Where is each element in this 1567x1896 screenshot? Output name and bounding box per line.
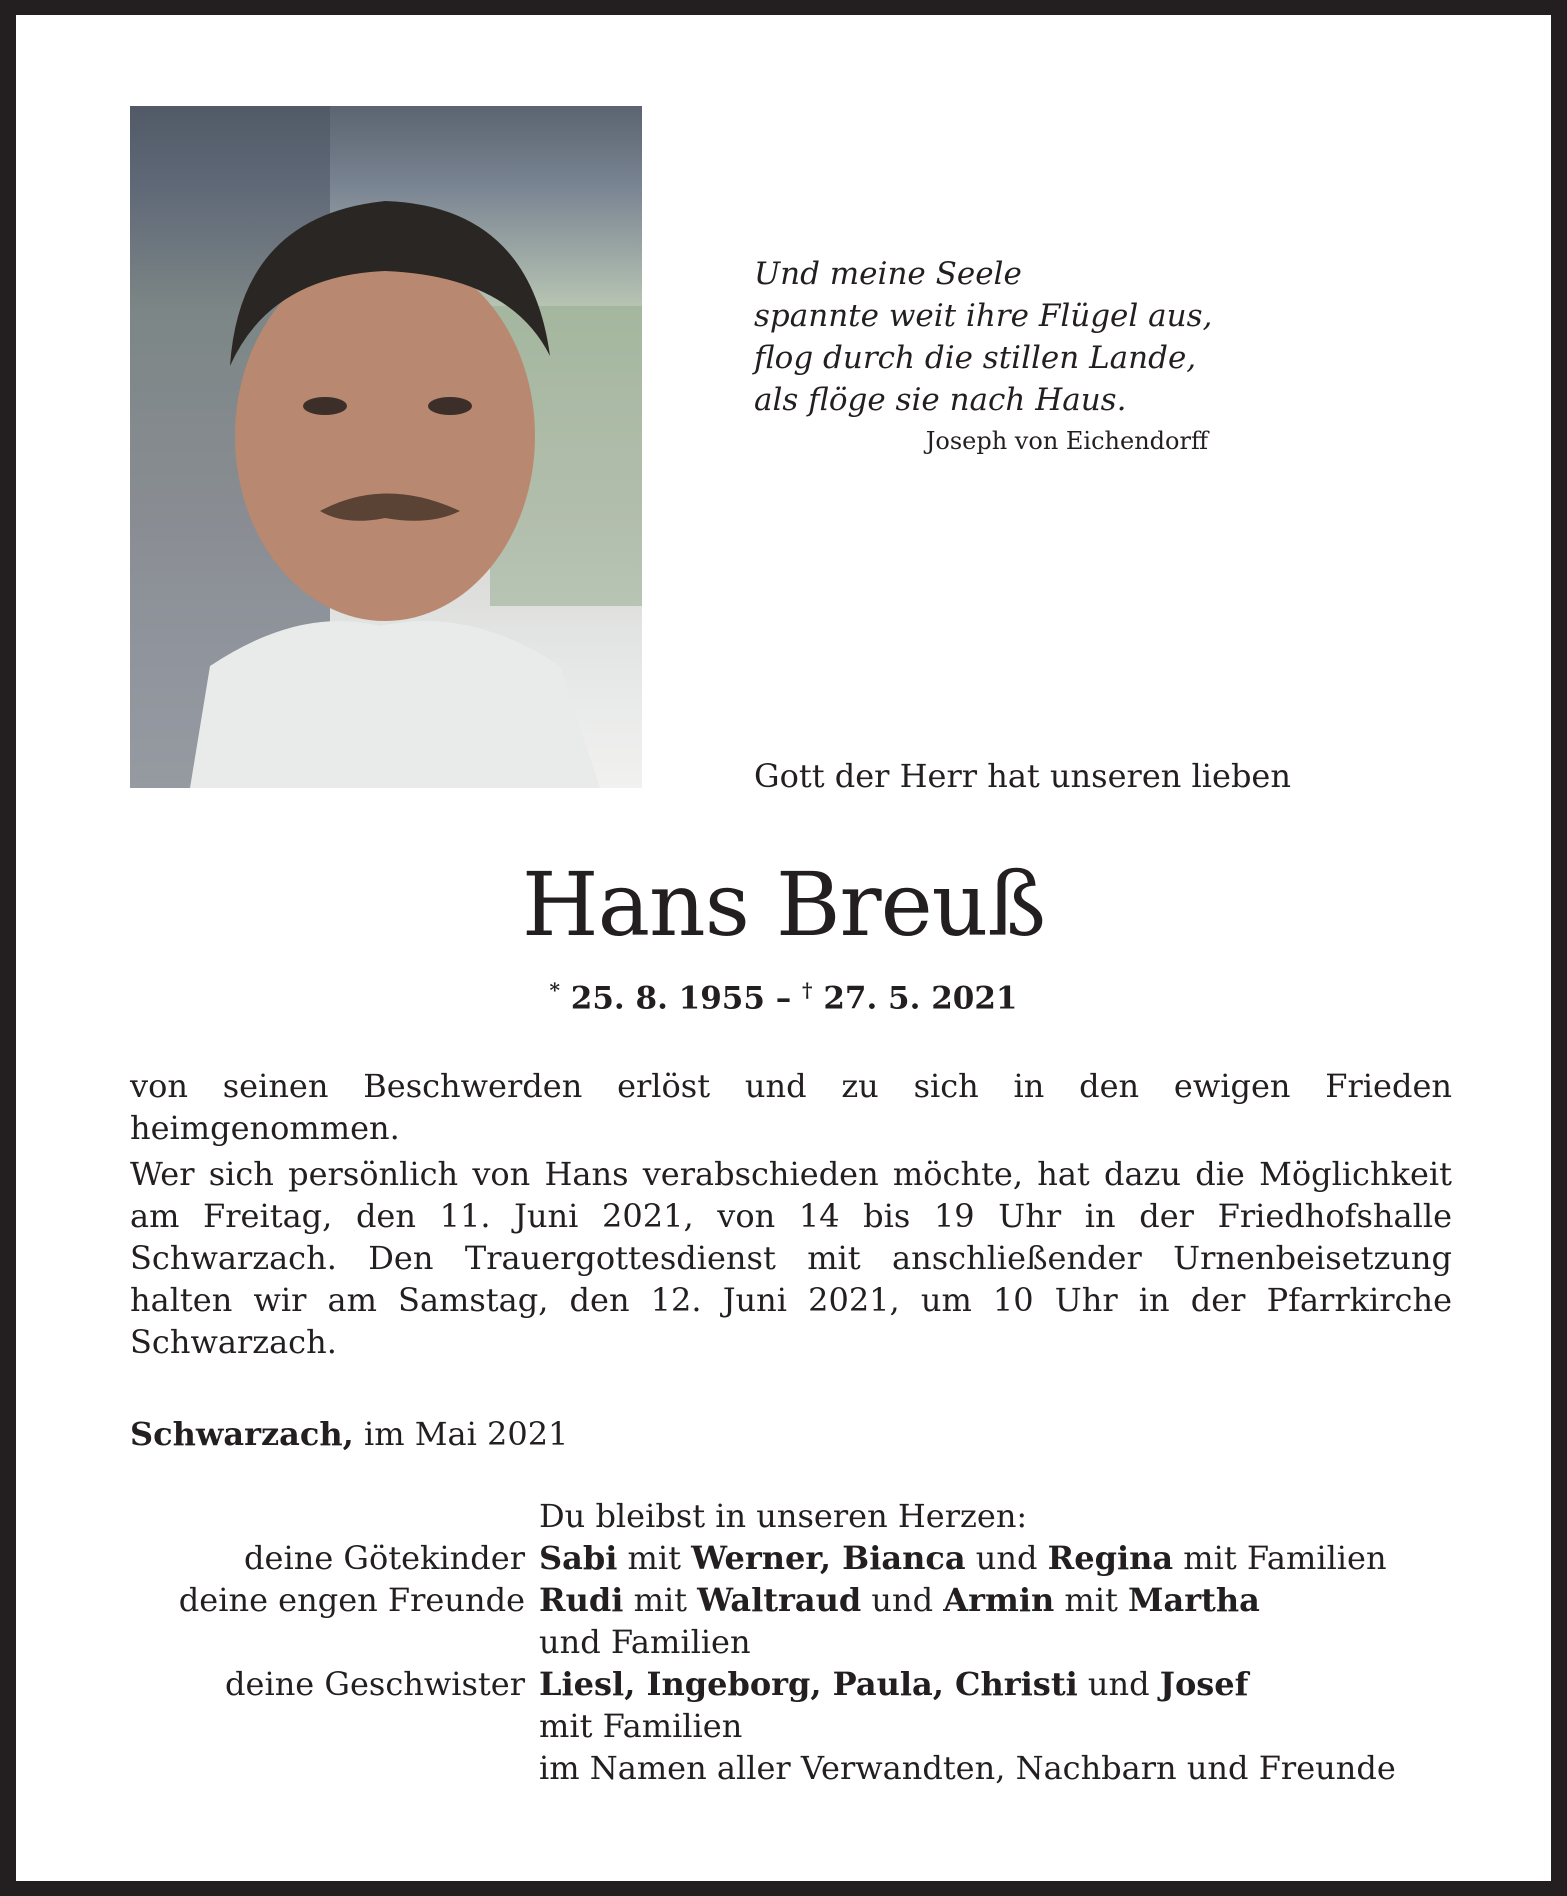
relation-label: deine Geschwister bbox=[225, 1665, 525, 1703]
announcement-body bbox=[130, 1065, 1452, 1367]
death-date: 27. 5. 2021 bbox=[823, 980, 1018, 1017]
connector: und bbox=[1087, 1665, 1150, 1703]
mourner-row bbox=[130, 1537, 1452, 1579]
connector: und bbox=[871, 1581, 934, 1619]
obituary-page bbox=[16, 15, 1551, 1881]
connector: mit bbox=[1064, 1581, 1118, 1619]
date-separator: – bbox=[775, 980, 792, 1017]
quote-line: Und meine Seele bbox=[754, 256, 1022, 292]
connector: und bbox=[975, 1539, 1038, 1577]
birth-date: 25. 8. 1955 bbox=[570, 980, 765, 1017]
quote-author: Joseph von Eichendorff bbox=[925, 427, 1208, 455]
mourner-name: Sabi bbox=[539, 1539, 618, 1577]
birth-symbol: * bbox=[549, 978, 560, 1002]
portrait-photo bbox=[130, 106, 642, 788]
relation-label: deine engen Freunde bbox=[178, 1581, 525, 1619]
connector: mit bbox=[627, 1539, 681, 1577]
portrait-illustration bbox=[130, 106, 642, 788]
quote-line: als flöge sie nach Haus. bbox=[754, 382, 1127, 418]
poem-quote bbox=[754, 253, 1212, 421]
mourner-row bbox=[130, 1663, 1452, 1747]
mourner-row bbox=[130, 1579, 1452, 1663]
mourner-name: Werner, Bianca bbox=[691, 1539, 966, 1577]
connector: mit Familien bbox=[539, 1707, 743, 1745]
mourners-heading: Du bleibst in unseren Herzen: bbox=[539, 1497, 1028, 1535]
mourner-name: Regina bbox=[1047, 1539, 1174, 1577]
quote-line: flog durch die stillen Lande, bbox=[754, 340, 1197, 376]
mourner-name: Liesl, Ingeborg, Paula, Christi bbox=[539, 1665, 1078, 1703]
mourners-list bbox=[130, 1495, 1452, 1789]
mourner-name: Rudi bbox=[539, 1581, 624, 1619]
place-date bbox=[130, 1415, 568, 1453]
life-dates bbox=[16, 978, 1551, 1016]
place-town: Schwarzach, bbox=[130, 1415, 354, 1453]
quote-line: spannte weit ihre Flügel aus, bbox=[754, 298, 1213, 334]
connector: mit Familien bbox=[1183, 1539, 1387, 1577]
place-month: im Mai 2021 bbox=[363, 1415, 569, 1453]
intro-text: Gott der Herr hat unseren lieben bbox=[754, 757, 1291, 795]
connector: mit bbox=[633, 1581, 687, 1619]
mourner-name: Armin bbox=[943, 1581, 1055, 1619]
relation-label: deine Götekinder bbox=[244, 1539, 525, 1577]
connector: und Familien bbox=[539, 1623, 751, 1661]
death-symbol: † bbox=[802, 978, 813, 1002]
closing-line: im Namen aller Verwandten, Nachbarn und Freunde bbox=[539, 1749, 1396, 1787]
deceased-name: Hans Breuß bbox=[521, 853, 1046, 956]
mourner-name: Josef bbox=[1159, 1665, 1249, 1703]
mourner-name: Waltraud bbox=[697, 1581, 862, 1619]
mourner-name: Martha bbox=[1128, 1581, 1260, 1619]
body-paragraph: Wer sich persönlich von Hans verabschieden möchte, hat dazu die Möglichkeit am Freitag, den 11. Juni 2021, von 14 bis 19 Uhr in der Friedhofshalle Schwarzach. Den Trauergottesdienst mit anschließender Urnenbeisetzung halten wir am Samstag, den 12. Juni 2021, um 10 Uhr in der Pfarrkirche Schwarzach. bbox=[130, 1155, 1452, 1361]
body-paragraph: von seinen Beschwerden erlöst und zu sich in den ewigen Frieden heimgenommen. bbox=[130, 1067, 1452, 1147]
